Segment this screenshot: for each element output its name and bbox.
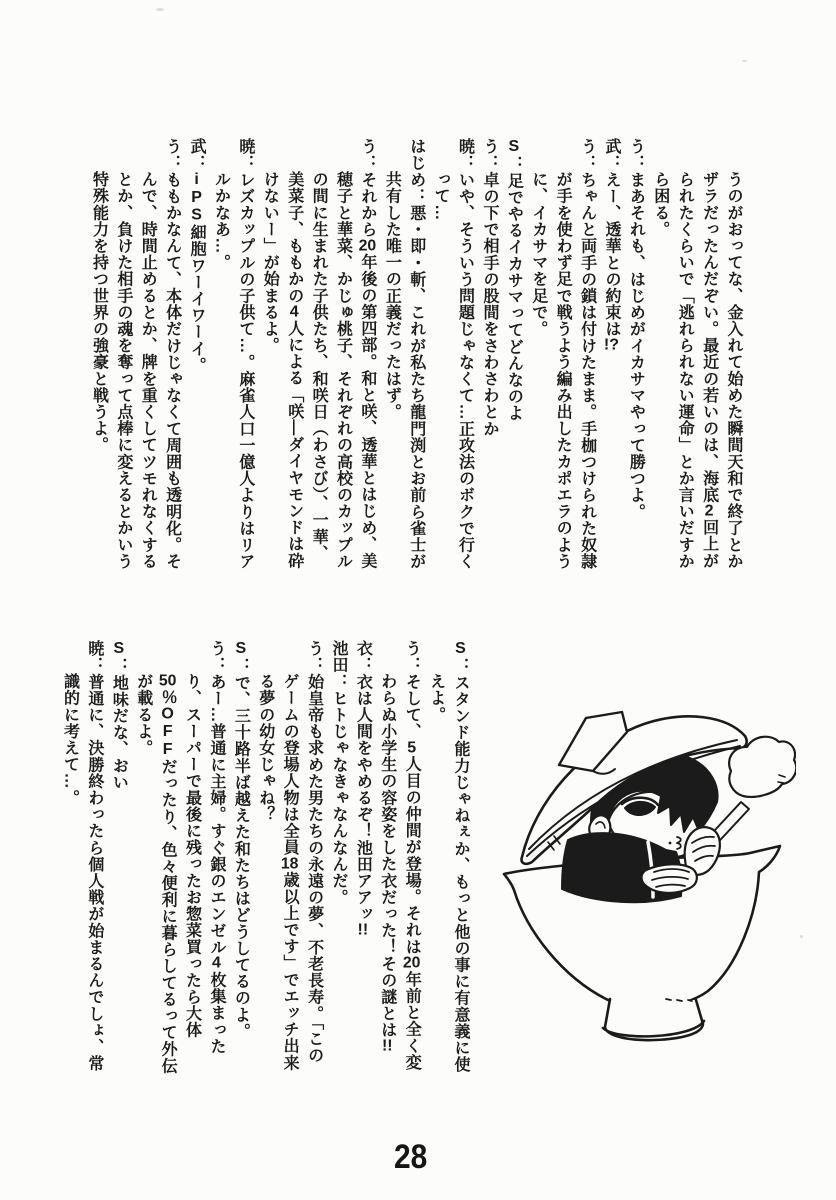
dialogue-line: 池田：ヒトじゃなきゃなんなんだ。 [329, 640, 347, 906]
dialogue-line: S：足でやるイカサマってどんなのよ [505, 138, 523, 422]
dialogue-line: う：ちゃんと両手の鎖は付けたまま。手枷つけられた奴隷が手を使わず足で戦うよう編み出したカポエラのように、イカサマを足で。 [529, 138, 596, 570]
dialogue-line: う：そして、5人目の仲間が登場。それは20年前と全く変わらぬ小学生の容姿をした衣だった！その謎とは!! [378, 640, 421, 1071]
dialogue-line: う：卓の下で相手の股間をさわさわとか [480, 138, 498, 437]
dialogue-line: 武：iPS細胞ワーイワーイ。 [188, 138, 206, 374]
dialogue-line: S：で、三十路半ば越えた和たちはどうしてるのよ。 [232, 640, 250, 1040]
dialogue-line: うのがおってな、金入れて始めた瞬間天和で終了とかザラだったんだぞい。最近の若いのは、海底2回上がられたくらいで「逃れられない運命」とか言いだすから困る。 [651, 171, 742, 570]
beauty-mark [669, 842, 672, 845]
dialogue-line: う：まあそれも、はじめがイカサマやって勝つよ。 [627, 138, 645, 520]
dialogue-line: う：始皇帝も求めた男たちの永遠の夢、不老長寿。「このゲームの登場人物は全員18歳以上です」でエッチ出来る夢の幼女じゃね？ [256, 640, 323, 1071]
dialogue-line: 暁：普通に、決勝終わったら個人戦が始まるんでしょ、常識的に考えて…。 [61, 640, 103, 1072]
dialogue-line: 暁：いや、そういう問題じゃなくて…正攻法のボクで行くって… [432, 138, 474, 570]
dialogue-line: う：あー…普通に主婦。すぐ銀のエンゼル4枚集まったり、スーパーで最後に残ったお惣菜買ったら大体50％OFFだったり、色々便利に暮らしてるって外伝が載るよ。 [134, 640, 225, 1074]
scan-speck [156, 8, 164, 11]
scan-speck [800, 935, 803, 938]
dialogue-line: 衣：衣は人間をやめるぞ！池田アアッ!! [354, 640, 372, 939]
dialogue-line: う：それから20年後の第四部。和と咲、透華とはじめ、美穂子と華菜、かじゅ桃子、それぞれの高校のカップルの間に生まれた子供たち、和咲日（わさび）、一華、美菜子、ももかの4人による「咲―ダイヤモンドは砕けないー」が始まるよ。 [261, 138, 377, 570]
dialogue-block-top [86, 138, 745, 571]
dialogue-line: S：スタンド能力じゃねぇか、もっと他の事に有意義に使えよ。 [427, 640, 469, 1073]
dialogue-line: S：地味だな、おい [110, 640, 128, 791]
boy-in-rice-bowl-illustration [496, 690, 796, 1046]
dialogue-block-bottom [57, 640, 472, 1080]
dialogue-line: う：ももかなんて、本体だけじゃなくて周囲も透明化。そんで、時間止めるとか、牌を重くしてツモれなくするとか、負けた相手の魂を奪って点棒に変えるとかいう特殊能力を持つ世界の強豪と戦うよ。 [90, 138, 181, 570]
dialogue-line: 暁：レズカップルの子供て…。麻雀人口一億人よりはリアルかなあ…。 [212, 138, 254, 570]
scan-speck [742, 60, 747, 62]
dialogue-line: 武：えー、透華との約束は!? [602, 138, 620, 354]
dialogue-line: はじめ：悪・即・斬、これが私たち龍門渕とお前ら雀士が共有した唯一の正義だったはず。 [383, 138, 425, 570]
page-number: 28 [394, 1138, 428, 1176]
